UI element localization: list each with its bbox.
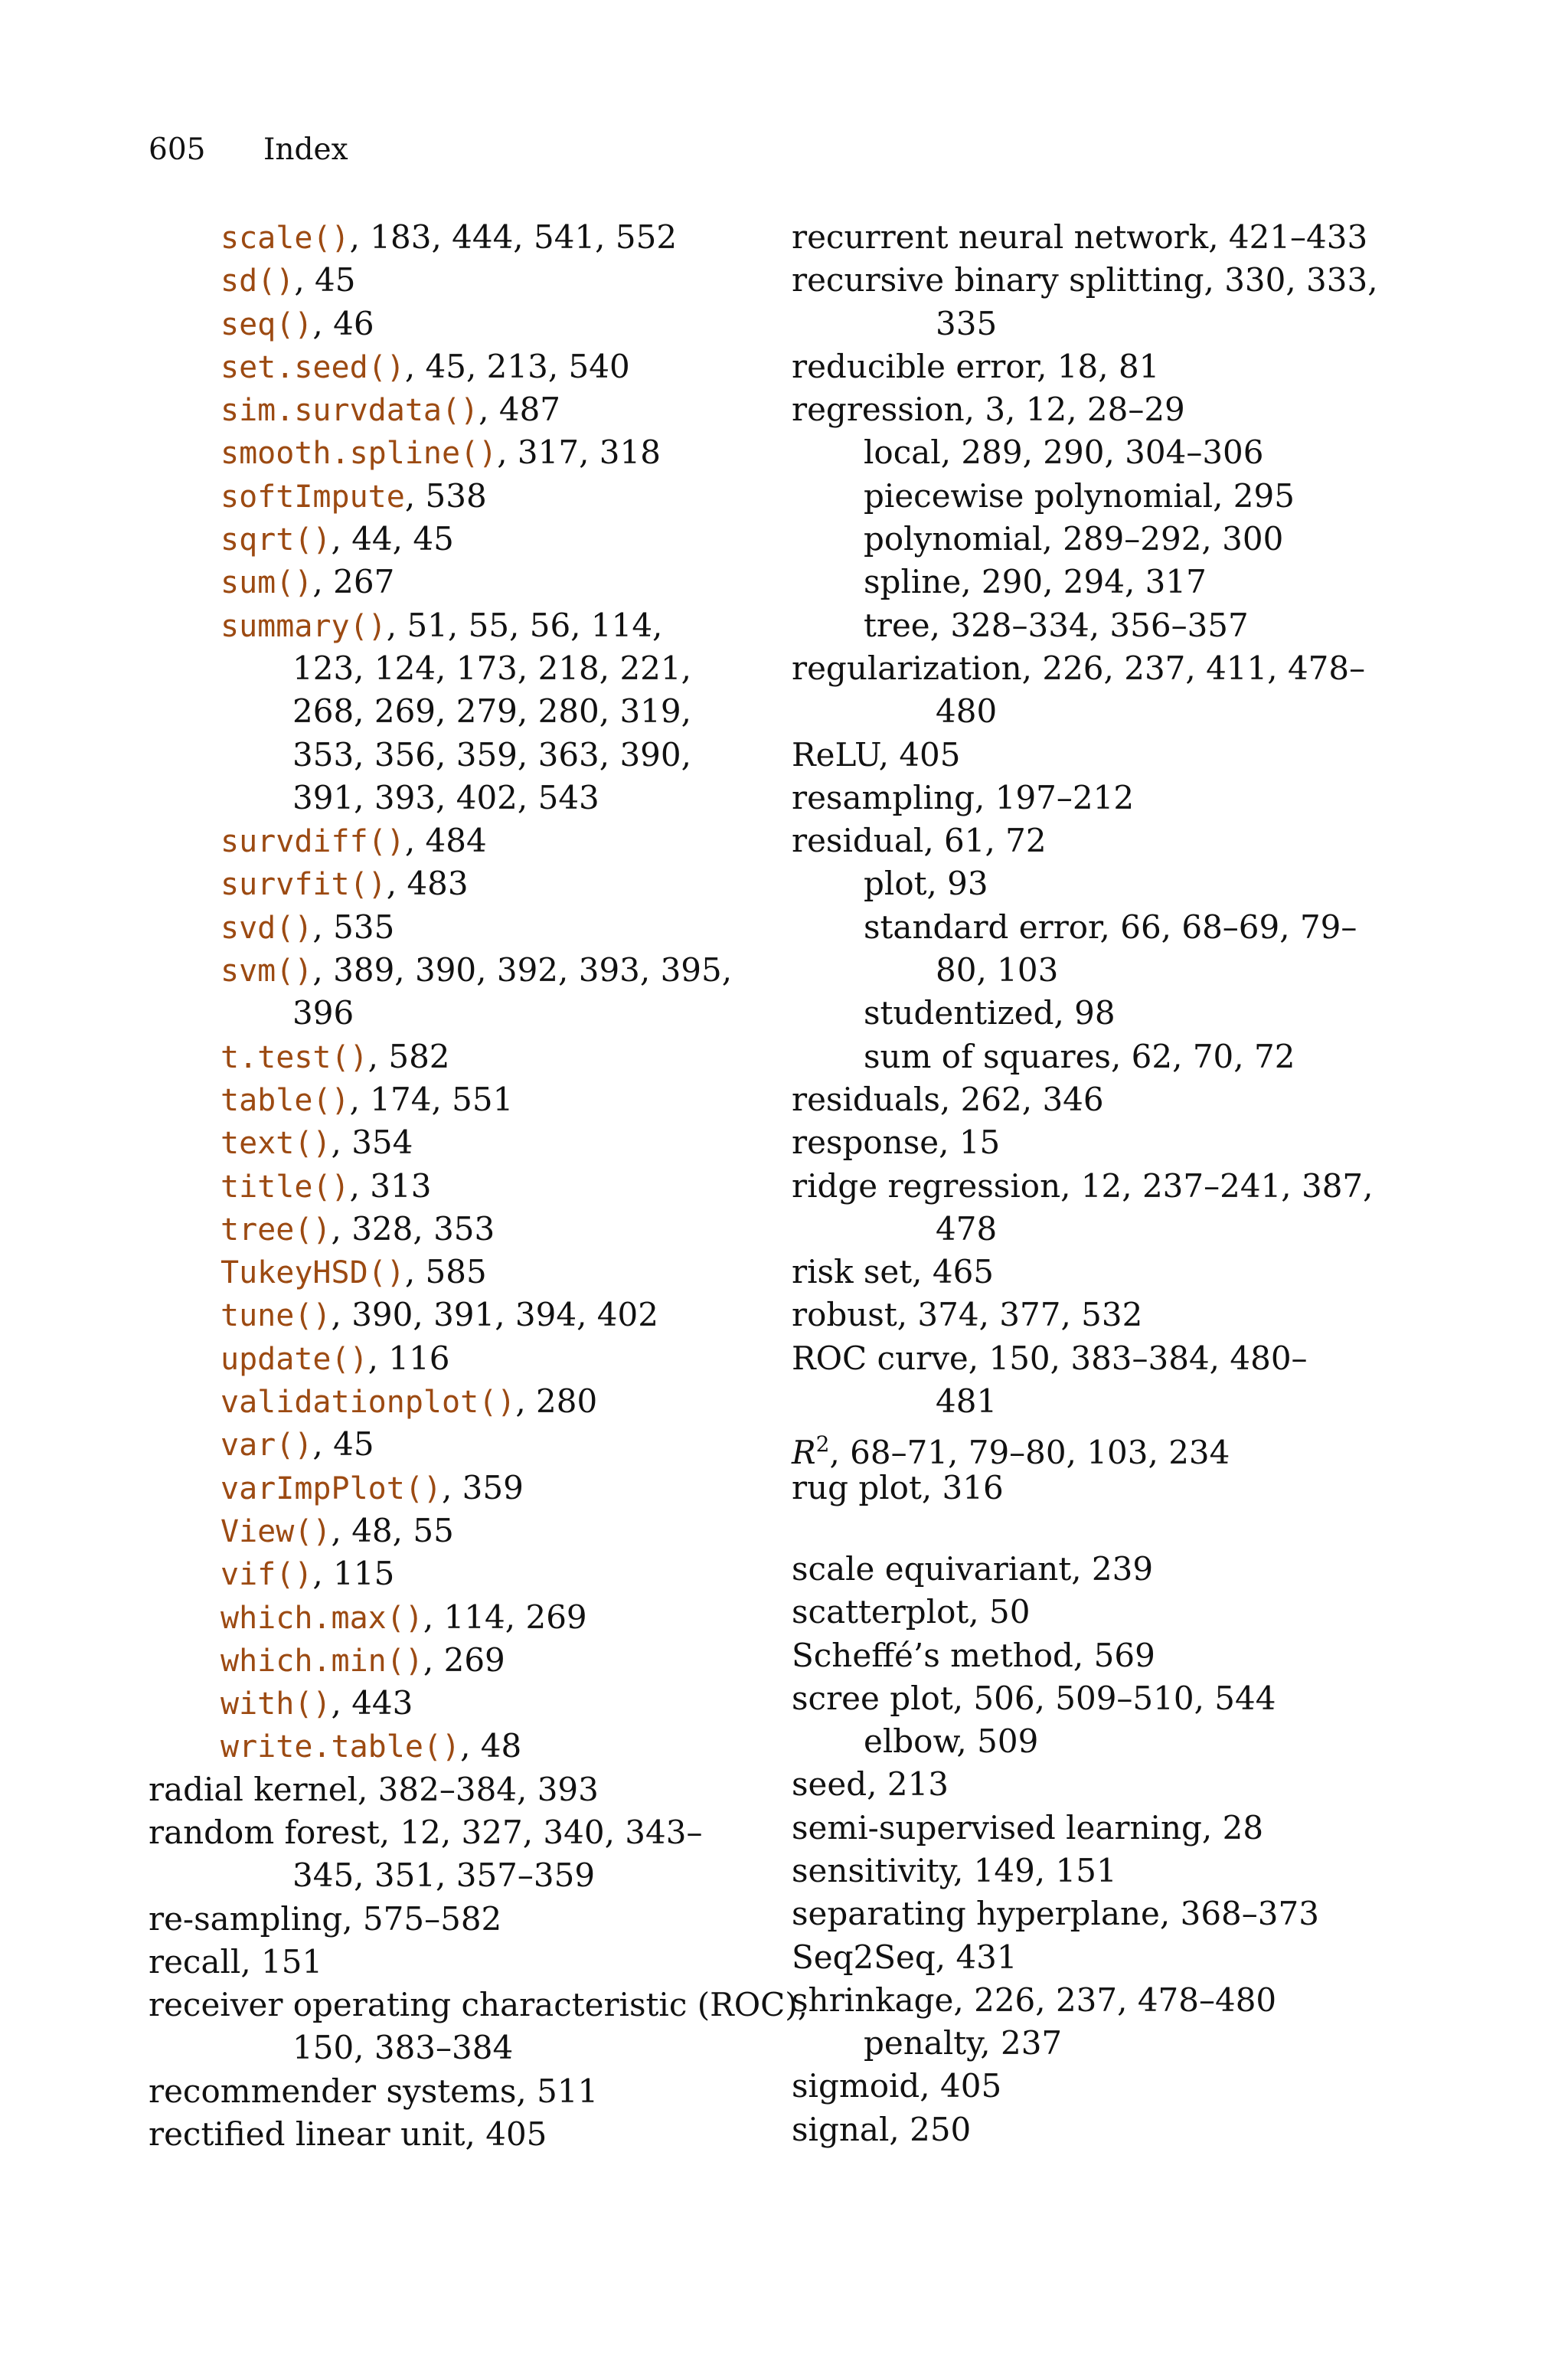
index-subentry: piecewise polynomial, 295 — [864, 476, 1295, 515]
page-references: , 45 — [294, 261, 356, 299]
superscript: 2 — [815, 1431, 830, 1457]
function-name: svd() — [220, 910, 313, 946]
page-references: , 359 — [441, 1468, 524, 1506]
index-entry: ridge regression, 12, 237–241, 387, — [792, 1166, 1374, 1205]
index-subentry: tree, 328–334, 356–357 — [864, 606, 1249, 644]
page-references: , 487 — [479, 391, 561, 429]
index-entry: response, 15 — [792, 1124, 1001, 1162]
index-entry-continuation: 481 — [936, 1382, 998, 1421]
index-entry — [149, 561, 776, 603]
function-name: title() — [220, 1169, 350, 1205]
index-entry — [149, 345, 776, 388]
index-entry-continuation: 335 — [936, 304, 998, 342]
index-entry: sensitivity, 149, 151 — [792, 1851, 1117, 1889]
index-entry — [149, 1423, 776, 1466]
index-entry-continuation: 80, 103 — [936, 951, 1059, 989]
page-references: , 45, 213, 540 — [404, 347, 630, 385]
index-entry: recurrent neural network, 421–433 — [792, 218, 1368, 256]
page-references: , 269 — [423, 1640, 505, 1679]
index-entry — [149, 1552, 776, 1595]
index-entry: resampling, 197–212 — [792, 778, 1135, 816]
index-entry — [149, 1121, 776, 1164]
index-entry: rug plot, 316 — [792, 1468, 1004, 1506]
index-entry — [149, 906, 776, 949]
index-entry: risk set, 465 — [792, 1253, 995, 1291]
index-subentry: spline, 290, 294, 317 — [864, 563, 1207, 601]
index-entry — [149, 1165, 776, 1208]
index-entry: rectified linear unit, 405 — [149, 2115, 547, 2154]
function-name: tune() — [220, 1298, 332, 1334]
index-entry — [149, 259, 776, 302]
function-name: survdiff() — [220, 824, 405, 860]
index-subentry: local, 289, 290, 304–306 — [864, 433, 1264, 472]
index-entry: signal, 250 — [792, 2110, 972, 2148]
index-entry: recommender systems, 511 — [149, 2072, 599, 2110]
index-subentry: standard error, 66, 68–69, 79– — [864, 908, 1357, 946]
page-references: , 484 — [404, 822, 487, 860]
index-entry — [149, 303, 776, 345]
index-subentry: elbow, 509 — [864, 1722, 1039, 1761]
index-entry: ReLU, 405 — [792, 735, 961, 774]
index-entry — [149, 475, 776, 518]
math-symbol: R — [792, 1434, 816, 1472]
index-entry — [149, 1294, 776, 1336]
index-entry-continuation: 478 — [936, 1209, 998, 1248]
index-subentry: penalty, 237 — [864, 2024, 1063, 2062]
index-entry — [149, 862, 776, 905]
index-subentry: studentized, 98 — [864, 994, 1116, 1032]
index-entry: radial kernel, 382–384, 393 — [149, 1770, 599, 1808]
index-entry — [149, 949, 776, 992]
index-entry: shrinkage, 226, 237, 478–480 — [792, 1981, 1277, 2019]
index-entry — [149, 1596, 776, 1639]
page-references: , 328, 353 — [331, 1209, 495, 1248]
index-entry — [792, 1423, 1419, 1472]
function-name: write.table() — [220, 1729, 461, 1765]
index-entry-continuation: 150, 383–384 — [292, 2029, 514, 2067]
index-entry — [149, 1208, 776, 1251]
index-entry-continuation: 123, 124, 173, 218, 221, — [292, 649, 691, 687]
page-references: , 267 — [312, 563, 395, 601]
function-name: softImpute — [220, 479, 405, 515]
page-references: , 483 — [386, 865, 469, 903]
index-entry: regularization, 226, 237, 411, 478– — [792, 649, 1366, 687]
page-references: , 582 — [368, 1037, 450, 1075]
page-references: , 280 — [515, 1382, 598, 1421]
index-entry: residual, 61, 72 — [792, 822, 1047, 860]
function-name: t.test() — [220, 1039, 368, 1075]
page-references: , 48, 55 — [331, 1511, 454, 1549]
index-entry: re-sampling, 575–582 — [149, 1899, 502, 1938]
index-entry: sigmoid, 405 — [792, 2067, 1002, 2105]
index-subentry: sum of squares, 62, 70, 72 — [864, 1037, 1295, 1075]
index-entry-continuation: 345, 351, 357–359 — [292, 1856, 596, 1895]
page-header — [149, 127, 348, 173]
index-entry: scatterplot, 50 — [792, 1593, 1031, 1631]
function-name: scale() — [220, 221, 350, 256]
function-name: which.min() — [220, 1643, 423, 1679]
function-name: set.seed() — [220, 349, 405, 385]
page-title: Index — [263, 132, 348, 167]
index-entry — [149, 1725, 776, 1768]
index-entry — [149, 388, 776, 431]
index-entry: recursive binary splitting, 330, 333, — [792, 261, 1378, 299]
index-subentry: polynomial, 289–292, 300 — [864, 520, 1284, 558]
function-name: update() — [220, 1341, 368, 1377]
page-number: 605 — [149, 132, 206, 167]
page-references: , 183, 444, 541, 552 — [349, 218, 678, 256]
page-references: , 443 — [331, 1684, 413, 1722]
function-name: survfit() — [220, 867, 387, 903]
page-references: , 46 — [312, 304, 374, 342]
index-entry — [149, 604, 776, 647]
page-references: , 68–71, 79–80, 103, 234 — [829, 1434, 1230, 1472]
index-entry — [149, 1035, 776, 1078]
index-column-right — [792, 216, 1419, 2151]
index-entry-continuation: 353, 356, 359, 363, 390, — [292, 735, 691, 774]
page-references: , 585 — [404, 1253, 487, 1291]
function-name: sd() — [220, 263, 295, 299]
page-references: , 390, 391, 394, 402 — [331, 1296, 658, 1334]
index-entry: regression, 3, 12, 28–29 — [792, 391, 1185, 429]
index-subentry: plot, 93 — [864, 865, 988, 903]
function-name: tree() — [220, 1212, 332, 1248]
index-entry: scale equivariant, 239 — [792, 1549, 1154, 1588]
page-references: , 116 — [368, 1339, 450, 1377]
page-references: , 45 — [312, 1425, 374, 1464]
function-name: with() — [220, 1686, 332, 1722]
index-entry — [149, 1078, 776, 1121]
function-name: varImpPlot() — [220, 1470, 442, 1506]
index-column-left — [149, 216, 808, 2156]
index-entry — [149, 819, 776, 862]
page-references: , 538 — [404, 476, 487, 515]
page-references: , 354 — [331, 1124, 413, 1162]
index-entry — [149, 1467, 776, 1510]
page-references: , 48 — [460, 1727, 522, 1765]
page-references: , 313 — [349, 1166, 432, 1205]
function-name: smooth.spline() — [220, 436, 498, 472]
index-entry — [149, 518, 776, 561]
index-entry: ROC curve, 150, 383–384, 480– — [792, 1339, 1308, 1377]
index-entry-continuation: 480 — [936, 692, 998, 731]
function-name: var() — [220, 1428, 313, 1464]
index-entry: residuals, 262, 346 — [792, 1080, 1104, 1118]
index-entry: scree plot, 506, 509–510, 544 — [792, 1679, 1276, 1717]
function-name: TukeyHSD() — [220, 1255, 405, 1291]
index-entry — [149, 1639, 776, 1682]
function-name: seq() — [220, 306, 313, 342]
function-name: text() — [220, 1126, 332, 1162]
function-name: vif() — [220, 1557, 313, 1593]
index-entry: reducible error, 18, 81 — [792, 347, 1160, 385]
index-entry: random forest, 12, 327, 340, 343– — [149, 1813, 703, 1851]
index-entry — [149, 1682, 776, 1725]
page-references: , 317, 318 — [497, 433, 661, 472]
index-entry: Scheffé’s method, 569 — [792, 1636, 1155, 1674]
function-name: sim.survdata() — [220, 393, 479, 429]
page-references: , 44, 45 — [331, 520, 454, 558]
index-entry: semi-supervised learning, 28 — [792, 1808, 1264, 1846]
index-entry — [149, 431, 776, 474]
page-references: , 114, 269 — [423, 1598, 587, 1636]
function-name: svm() — [220, 953, 313, 989]
letter-group-gap — [792, 1510, 1419, 1548]
index-entry: robust, 374, 377, 532 — [792, 1296, 1143, 1334]
index-entry — [149, 1337, 776, 1380]
index-entry: seed, 213 — [792, 1765, 949, 1804]
index-entry: recall, 151 — [149, 1942, 323, 1981]
index-entry-continuation: 391, 393, 402, 543 — [292, 778, 599, 816]
page-references: , 174, 551 — [349, 1080, 514, 1118]
function-name: sqrt() — [220, 522, 332, 558]
index-entry: receiver operating characteristic (ROC), — [149, 1986, 808, 2024]
index-entry: Seq2Seq, 431 — [792, 1938, 1018, 1976]
function-name: which.max() — [220, 1600, 423, 1636]
index-entry — [149, 1251, 776, 1294]
index-entry — [149, 216, 776, 259]
page-references: , 535 — [312, 908, 395, 946]
index-entry — [149, 1380, 776, 1423]
function-name: validationplot() — [220, 1385, 516, 1421]
index-entry-continuation: 268, 269, 279, 280, 319, — [292, 692, 691, 731]
page-references: , 115 — [312, 1555, 395, 1593]
function-name: table() — [220, 1082, 350, 1118]
index-entry — [149, 1510, 776, 1552]
function-name: View() — [220, 1513, 332, 1549]
page-references: , 51, 55, 56, 114, — [386, 606, 663, 644]
function-name: summary() — [220, 608, 387, 644]
page-references: , 389, 390, 392, 393, 395, — [312, 951, 733, 989]
index-entry-continuation: 396 — [292, 994, 354, 1032]
function-name: sum() — [220, 565, 313, 601]
index-entry: separating hyperplane, 368–373 — [792, 1895, 1319, 1933]
